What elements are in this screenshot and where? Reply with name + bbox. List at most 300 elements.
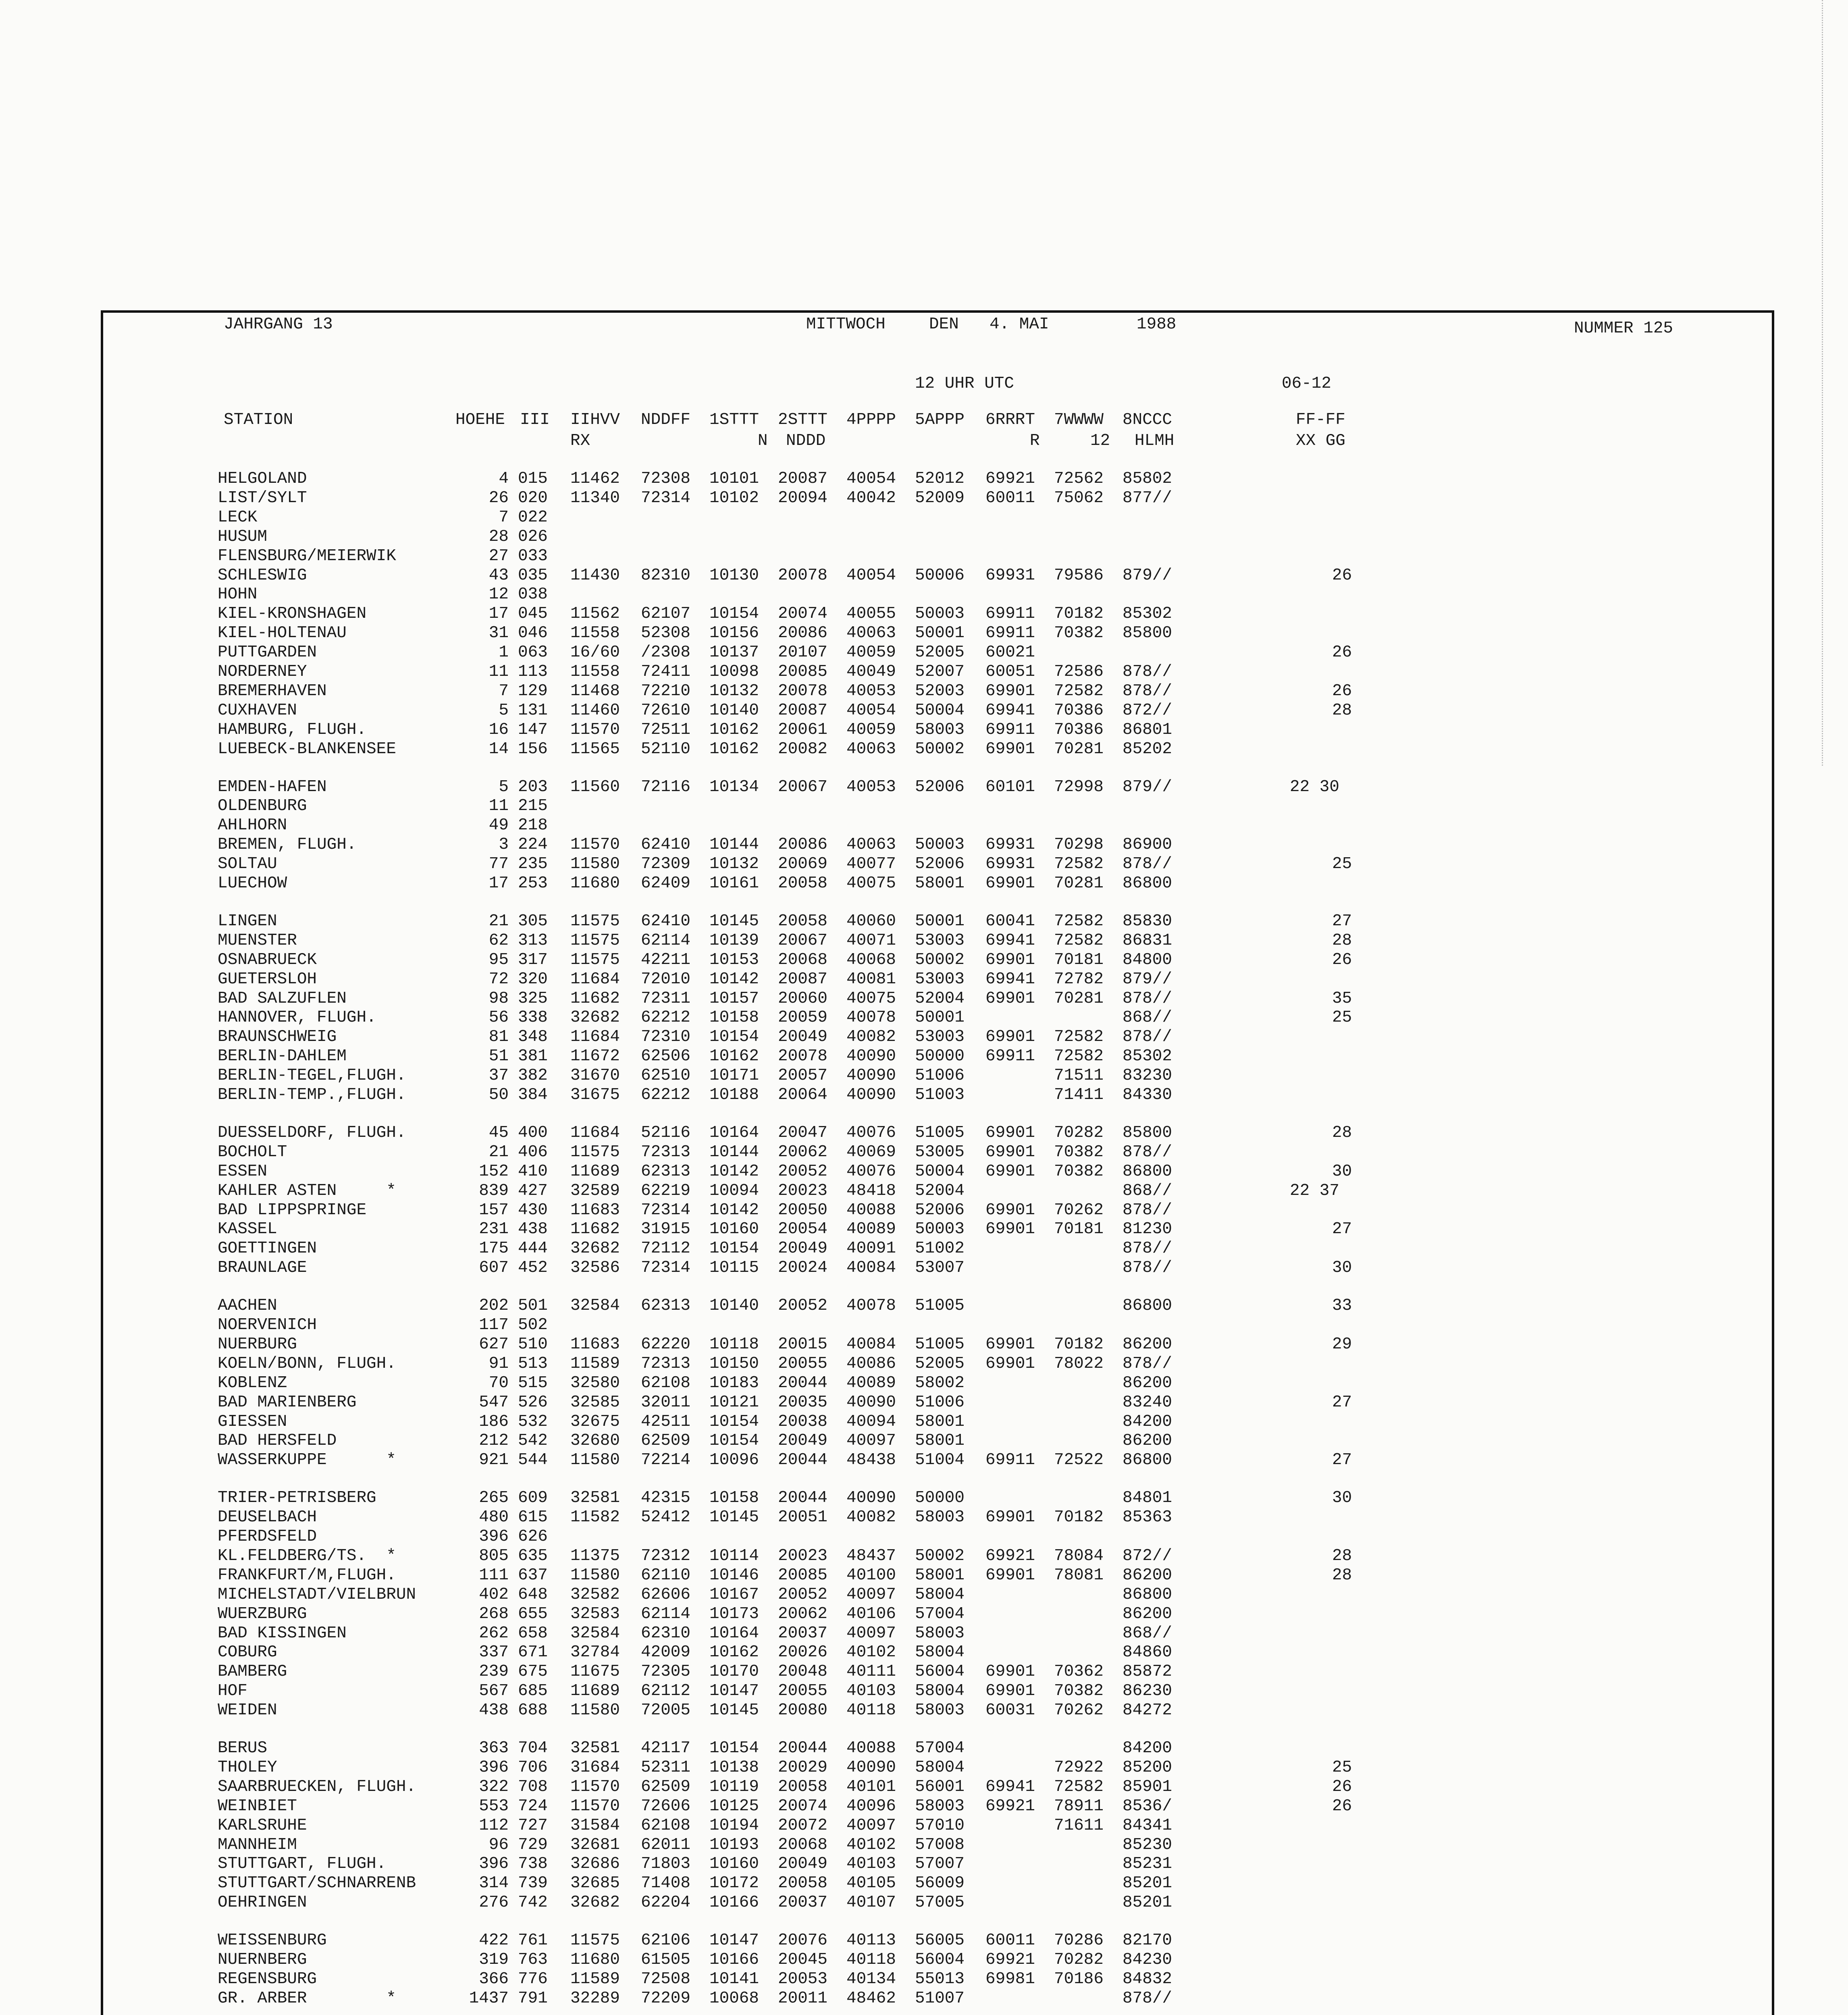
table-cell: 70282 [1054, 1951, 1104, 1969]
table-cell: 11682 [570, 989, 620, 1008]
table-cell: 11672 [570, 1047, 620, 1066]
table-cell: 57005 [915, 1893, 965, 1912]
table-cell: 78081 [1054, 1566, 1104, 1585]
table-cell: 742 [518, 1893, 548, 1912]
table-cell: 10164 [709, 1624, 759, 1643]
table-cell: 10160 [709, 1220, 759, 1238]
table-cell: 381 [518, 1047, 548, 1066]
table-cell: 111 [479, 1566, 509, 1585]
table-cell: 20064 [778, 1086, 828, 1104]
table-cell: 86230 [1123, 1682, 1172, 1700]
table-cell: 40078 [846, 1296, 896, 1315]
table-cell: 10160 [709, 1855, 759, 1873]
col-5: 4PPPP [846, 411, 896, 429]
table-cell: 86900 [1123, 835, 1172, 854]
station-name: DEUSELBACH [218, 1508, 317, 1527]
table-cell: 501 [518, 1296, 548, 1315]
table-cell: 72606 [641, 1797, 691, 1816]
table-cell: 438 [518, 1220, 548, 1238]
table-cell: 320 [518, 970, 548, 989]
table-cell: 40088 [846, 1201, 896, 1219]
table-cell: 28 [1332, 1547, 1352, 1565]
station-name: HUSUM [218, 528, 268, 546]
table-cell: 52006 [915, 778, 965, 796]
station-name: SCHLESWIG [218, 566, 307, 585]
table-cell: 51005 [915, 1124, 965, 1142]
table-cell: 615 [518, 1508, 548, 1527]
table-cell: 671 [518, 1643, 548, 1662]
table-cell: 40091 [846, 1239, 896, 1258]
table-cell: 10164 [709, 1124, 759, 1142]
col-6: 5APPP [915, 411, 965, 429]
table-cell: 62509 [641, 1778, 691, 1796]
table-cell: 40089 [846, 1220, 896, 1238]
table-cell: 32011 [641, 1393, 691, 1412]
station-name: SAARBRUECKEN, FLUGH. [218, 1778, 416, 1796]
table-cell: 40107 [846, 1893, 896, 1912]
table-cell: 53003 [915, 970, 965, 989]
table-cell: 10188 [709, 1086, 759, 1104]
table-cell: 85901 [1123, 1778, 1172, 1796]
station-name: NUERBURG [218, 1335, 297, 1354]
station-name: THOLEY [218, 1758, 277, 1777]
table-cell: 40113 [846, 1931, 896, 1950]
table-cell: 11575 [570, 931, 620, 950]
table-cell: 20087 [778, 701, 828, 720]
table-cell: 84832 [1123, 1970, 1172, 1988]
table-cell: 60011 [985, 1931, 1035, 1950]
table-cell: 10121 [709, 1393, 759, 1412]
table-cell: 20054 [778, 1220, 828, 1238]
table-cell: 70281 [1054, 874, 1104, 893]
table-cell: 20023 [778, 1547, 828, 1565]
station-name: BERLIN-TEGEL,FLUGH. [218, 1066, 406, 1085]
station-name: PUTTGARDEN [218, 643, 317, 662]
table-cell: 27 [489, 547, 509, 565]
table-cell: 69901 [985, 951, 1035, 969]
table-cell: 58003 [915, 1797, 965, 1816]
table-cell: 58004 [915, 1682, 965, 1700]
table-cell: 31 [489, 624, 509, 642]
table-cell: 26 [1332, 951, 1352, 969]
table-cell: 20050 [778, 1201, 828, 1219]
table-cell: 10173 [709, 1605, 759, 1623]
table-cell: 26 [1332, 1778, 1352, 1796]
table-cell: 11684 [570, 970, 620, 989]
table-cell: 69941 [985, 1778, 1035, 1796]
table-cell: 406 [518, 1143, 548, 1161]
table-cell: 40118 [846, 1701, 896, 1720]
table-cell: 72112 [641, 1239, 691, 1258]
table-cell: 33 [1332, 1296, 1352, 1315]
table-cell: 11468 [570, 682, 620, 700]
table-cell: 738 [518, 1855, 548, 1873]
table-cell: 78911 [1054, 1797, 1104, 1816]
table-cell: 40090 [846, 1086, 896, 1104]
table-cell: 063 [518, 643, 548, 662]
table-cell: 11683 [570, 1335, 620, 1354]
table-cell: 72582 [1054, 1028, 1104, 1046]
table-cell: 85302 [1123, 604, 1172, 623]
table-cell: 314 [479, 1874, 509, 1892]
table-cell: 62212 [641, 1086, 691, 1104]
table-cell: 62510 [641, 1066, 691, 1085]
station-name: BAD SALZUFLEN [218, 989, 347, 1008]
table-cell: 868// [1123, 1624, 1172, 1643]
table-cell: 85231 [1123, 1855, 1172, 1873]
table-cell: 40101 [846, 1778, 896, 1796]
table-cell: 60011 [985, 489, 1035, 507]
table-cell: 31915 [641, 1220, 691, 1238]
table-cell: 265 [479, 1489, 509, 1507]
table-cell: 112 [479, 1816, 509, 1835]
table-cell: 86800 [1123, 1585, 1172, 1604]
table-cell: 82310 [641, 566, 691, 585]
table-cell: 78084 [1054, 1547, 1104, 1565]
table-cell: 62106 [641, 1931, 691, 1950]
table-cell: 40078 [846, 1008, 896, 1027]
table-cell: 62 [489, 931, 509, 950]
table-cell: 10166 [709, 1893, 759, 1912]
table-cell: 10138 [709, 1758, 759, 1777]
table-cell: 57010 [915, 1816, 965, 1835]
table-cell: 70298 [1054, 835, 1104, 854]
table-cell: 60021 [985, 643, 1035, 662]
table-cell: 50004 [915, 1162, 965, 1181]
time-label: 12 UHR UTC [915, 374, 1014, 393]
station-name: BERLIN-DAHLEM [218, 1047, 347, 1066]
table-cell: 32686 [570, 1855, 620, 1873]
table-cell: 51004 [915, 1451, 965, 1469]
table-cell: 58003 [915, 1701, 965, 1720]
table-cell: 26 [1332, 682, 1352, 700]
table-cell: 85802 [1123, 469, 1172, 488]
table-cell: 28 [1332, 931, 1352, 950]
station-name: BERUS [218, 1739, 268, 1757]
table-cell: 10167 [709, 1585, 759, 1604]
table-cell: 11430 [570, 566, 620, 585]
table-cell: 72782 [1054, 970, 1104, 989]
table-cell: 69941 [985, 931, 1035, 950]
station-name: AHLHORN [218, 816, 287, 835]
table-cell: 25 [1332, 1008, 1352, 1027]
station-name: WUERZBURG [218, 1605, 307, 1623]
table-cell: 58002 [915, 1374, 965, 1392]
table-cell: 42009 [641, 1643, 691, 1662]
table-cell: 50002 [915, 1547, 965, 1565]
table-cell: 60041 [985, 912, 1035, 931]
table-cell: 20060 [778, 989, 828, 1008]
table-cell: 186 [479, 1413, 509, 1431]
table-cell: 82170 [1123, 1931, 1172, 1950]
table-cell: 58003 [915, 1624, 965, 1643]
table-cell: 363 [479, 1739, 509, 1757]
table-cell: 40097 [846, 1585, 896, 1604]
table-cell: 11340 [570, 489, 620, 507]
table-cell: 70186 [1054, 1970, 1104, 1988]
table-cell: 40097 [846, 1816, 896, 1835]
table-cell: 40103 [846, 1682, 896, 1700]
table-cell: 58001 [915, 1413, 965, 1431]
table-cell: 10154 [709, 604, 759, 623]
table-cell: 52005 [915, 1354, 965, 1373]
table-cell: 338 [518, 1008, 548, 1027]
table-cell: 62108 [641, 1816, 691, 1835]
station-name: FRANKFURT/M,FLUGH. [218, 1566, 396, 1585]
table-cell: 026 [518, 528, 548, 546]
table-cell: 10183 [709, 1374, 759, 1392]
table-cell: 131 [518, 701, 548, 720]
table-cell: 48437 [846, 1547, 896, 1565]
table-cell: 10140 [709, 1296, 759, 1315]
table-cell: 444 [518, 1239, 548, 1258]
table-cell: 85201 [1123, 1874, 1172, 1892]
table-cell: 40090 [846, 1758, 896, 1777]
table-cell: 17 [489, 604, 509, 623]
table-cell: 239 [479, 1662, 509, 1681]
table-cell: 40059 [846, 643, 896, 662]
table-cell: 35 [1332, 989, 1352, 1008]
table-cell: 11683 [570, 1201, 620, 1219]
table-cell: 16 [489, 721, 509, 739]
table-cell: 1 [499, 643, 509, 662]
table-cell: 40068 [846, 951, 896, 969]
table-cell: 69911 [985, 721, 1035, 739]
station-name: CUXHAVEN [218, 701, 297, 720]
station-name: WEISSENBURG [218, 1931, 327, 1950]
table-cell: 85800 [1123, 1124, 1172, 1142]
table-cell: 56005 [915, 1931, 965, 1950]
table-cell: 40075 [846, 989, 896, 1008]
table-cell: 879// [1123, 970, 1172, 989]
table-cell: 532 [518, 1413, 548, 1431]
table-cell: 40096 [846, 1797, 896, 1816]
table-cell: 72313 [641, 1143, 691, 1161]
table-cell: 567 [479, 1682, 509, 1700]
table-cell: 51002 [915, 1239, 965, 1258]
table-cell: 038 [518, 585, 548, 604]
station-name: GIESSEN [218, 1413, 287, 1431]
table-cell: 69901 [985, 1354, 1035, 1373]
table-cell: 58003 [915, 1508, 965, 1527]
table-cell: 675 [518, 1662, 548, 1681]
table-cell: 55013 [915, 1970, 965, 1988]
table-cell: 262 [479, 1624, 509, 1643]
table-cell: 878// [1123, 1259, 1172, 1277]
table-cell: 20078 [778, 1047, 828, 1066]
table-cell: 452 [518, 1259, 548, 1277]
table-cell: 60101 [985, 778, 1035, 796]
table-cell: 20062 [778, 1143, 828, 1161]
table-cell: 40077 [846, 855, 896, 873]
table-cell: 40084 [846, 1259, 896, 1277]
table-cell: 20045 [778, 1951, 828, 1969]
table-cell: 70386 [1054, 701, 1104, 720]
table-cell: 50004 [915, 701, 965, 720]
table-cell: 96 [489, 1836, 509, 1854]
table-cell: 40054 [846, 469, 896, 488]
table-cell: 40042 [846, 489, 896, 507]
table-cell: 11575 [570, 912, 620, 931]
table-cell: 72511 [641, 721, 691, 739]
table-cell: 26 [489, 489, 509, 507]
col-4-sub: NDDD [786, 432, 826, 450]
table-cell: 72314 [641, 489, 691, 507]
table-cell: 20074 [778, 604, 828, 623]
table-cell: 69981 [985, 1970, 1035, 1988]
table-cell: 276 [479, 1893, 509, 1912]
table-cell: 53003 [915, 1028, 965, 1046]
table-cell: 72610 [641, 701, 691, 720]
table-cell: 10118 [709, 1335, 759, 1354]
station-name: HELGOLAND [218, 469, 307, 488]
table-cell: 69911 [985, 604, 1035, 623]
col-ff-sub: XX GG [1296, 432, 1346, 450]
table-cell: 40071 [846, 931, 896, 950]
table-cell: 402 [479, 1585, 509, 1604]
table-cell: 40049 [846, 663, 896, 681]
table-cell: 40111 [846, 1662, 896, 1681]
table-cell: 70282 [1054, 1124, 1104, 1142]
table-cell: 70281 [1054, 989, 1104, 1008]
station-name: WASSERKUPPE * [218, 1451, 396, 1469]
table-cell: 21 [489, 1143, 509, 1161]
table-cell: 86831 [1123, 931, 1172, 950]
table-cell: 10158 [709, 1489, 759, 1507]
table-cell: 1437 [469, 1989, 509, 2008]
table-cell: 627 [479, 1335, 509, 1354]
table-cell: 5 [499, 701, 509, 720]
table-cell: 62220 [641, 1335, 691, 1354]
table-cell: 72522 [1054, 1451, 1104, 1469]
table-cell: 28 [1332, 701, 1352, 720]
table-cell: 69921 [985, 1547, 1035, 1565]
table-cell: 761 [518, 1931, 548, 1950]
table-cell: 20068 [778, 1836, 828, 1854]
table-cell: 70262 [1054, 1201, 1104, 1219]
table-cell: 20044 [778, 1739, 828, 1757]
station-name: BOCHOLT [218, 1143, 287, 1161]
table-cell: 11562 [570, 604, 620, 623]
table-cell: 20080 [778, 1701, 828, 1720]
table-cell: 70386 [1054, 721, 1104, 739]
table-cell: 72582 [1054, 682, 1104, 700]
table-cell: 20076 [778, 1931, 828, 1950]
table-cell: 20058 [778, 1874, 828, 1892]
table-cell: 32586 [570, 1259, 620, 1277]
table-cell: 69901 [985, 1162, 1035, 1181]
table-cell: 10156 [709, 624, 759, 642]
table-cell: 72582 [1054, 1778, 1104, 1796]
table-cell: 202 [479, 1296, 509, 1315]
station-name: OEHRINGEN [218, 1893, 307, 1912]
table-cell: 84230 [1123, 1951, 1172, 1969]
table-cell: 10139 [709, 931, 759, 950]
table-cell: 648 [518, 1585, 548, 1604]
table-cell: 547 [479, 1393, 509, 1412]
table-cell: 20058 [778, 874, 828, 893]
table-cell: 85302 [1123, 1047, 1172, 1066]
table-cell: 32681 [570, 1836, 620, 1854]
station-name: KIEL-KRONSHAGEN [218, 604, 367, 623]
table-cell: 51005 [915, 1296, 965, 1315]
table-cell: 48438 [846, 1451, 896, 1469]
table-cell: 878// [1123, 1143, 1172, 1161]
station-name: KAHLER ASTEN * [218, 1182, 396, 1200]
table-cell: 878// [1123, 1028, 1172, 1046]
table-cell: 396 [479, 1527, 509, 1546]
table-cell: 72582 [1054, 855, 1104, 873]
table-cell: 58003 [915, 721, 965, 739]
table-cell: 72508 [641, 1970, 691, 1988]
table-cell: 72314 [641, 1259, 691, 1277]
table-cell: 20058 [778, 1778, 828, 1796]
table-cell: 69901 [985, 989, 1035, 1008]
table-cell: 706 [518, 1758, 548, 1777]
table-cell: 035 [518, 566, 548, 585]
table-cell: 22 37 [1290, 1182, 1340, 1200]
table-cell: 20074 [778, 1797, 828, 1816]
table-cell: 20035 [778, 1393, 828, 1412]
table-cell: 62011 [641, 1836, 691, 1854]
table-cell: 40105 [846, 1874, 896, 1892]
table-cell: 17 [489, 874, 509, 893]
table-cell: 69941 [985, 701, 1035, 720]
table-cell: 10141 [709, 1970, 759, 1988]
table-cell: 10161 [709, 874, 759, 893]
table-cell: 27 [1332, 912, 1352, 931]
table-cell: 71803 [641, 1855, 691, 1873]
table-cell: 52004 [915, 989, 965, 1008]
table-cell: 12 [489, 585, 509, 604]
table-cell: 32582 [570, 1585, 620, 1604]
table-cell: 384 [518, 1086, 548, 1104]
table-cell: 10194 [709, 1816, 759, 1835]
table-cell: 40063 [846, 835, 896, 854]
table-cell: 11589 [570, 1970, 620, 1988]
table-cell: 75062 [1054, 489, 1104, 507]
table-cell: 40118 [846, 1951, 896, 1969]
table-cell: 40082 [846, 1508, 896, 1527]
table-cell: 400 [518, 1124, 548, 1142]
table-cell: 11575 [570, 1931, 620, 1950]
table-cell: 30 [1332, 1259, 1352, 1277]
table-cell: 20094 [778, 489, 828, 507]
table-cell: 11689 [570, 1162, 620, 1181]
table-cell: 10172 [709, 1874, 759, 1892]
table-cell: 72005 [641, 1701, 691, 1720]
table-cell: 10146 [709, 1566, 759, 1585]
table-cell: 72310 [641, 1028, 691, 1046]
table-cell: 72313 [641, 1354, 691, 1373]
table-cell: 40090 [846, 1047, 896, 1066]
table-cell: 69941 [985, 970, 1035, 989]
table-cell: 427 [518, 1182, 548, 1200]
table-cell: 878// [1123, 1989, 1172, 2008]
table-cell: 10094 [709, 1182, 759, 1200]
table-cell: 635 [518, 1547, 548, 1565]
table-cell: 70181 [1054, 1220, 1104, 1238]
table-cell: 31670 [570, 1066, 620, 1085]
table-cell: 58004 [915, 1585, 965, 1604]
table-cell: 71408 [641, 1874, 691, 1892]
table-cell: 26 [1332, 643, 1352, 662]
table-cell: 20107 [778, 643, 828, 662]
table-cell: 724 [518, 1797, 548, 1816]
table-cell: 20049 [778, 1431, 828, 1450]
table-cell: 40054 [846, 566, 896, 585]
table-cell: 31675 [570, 1086, 620, 1104]
